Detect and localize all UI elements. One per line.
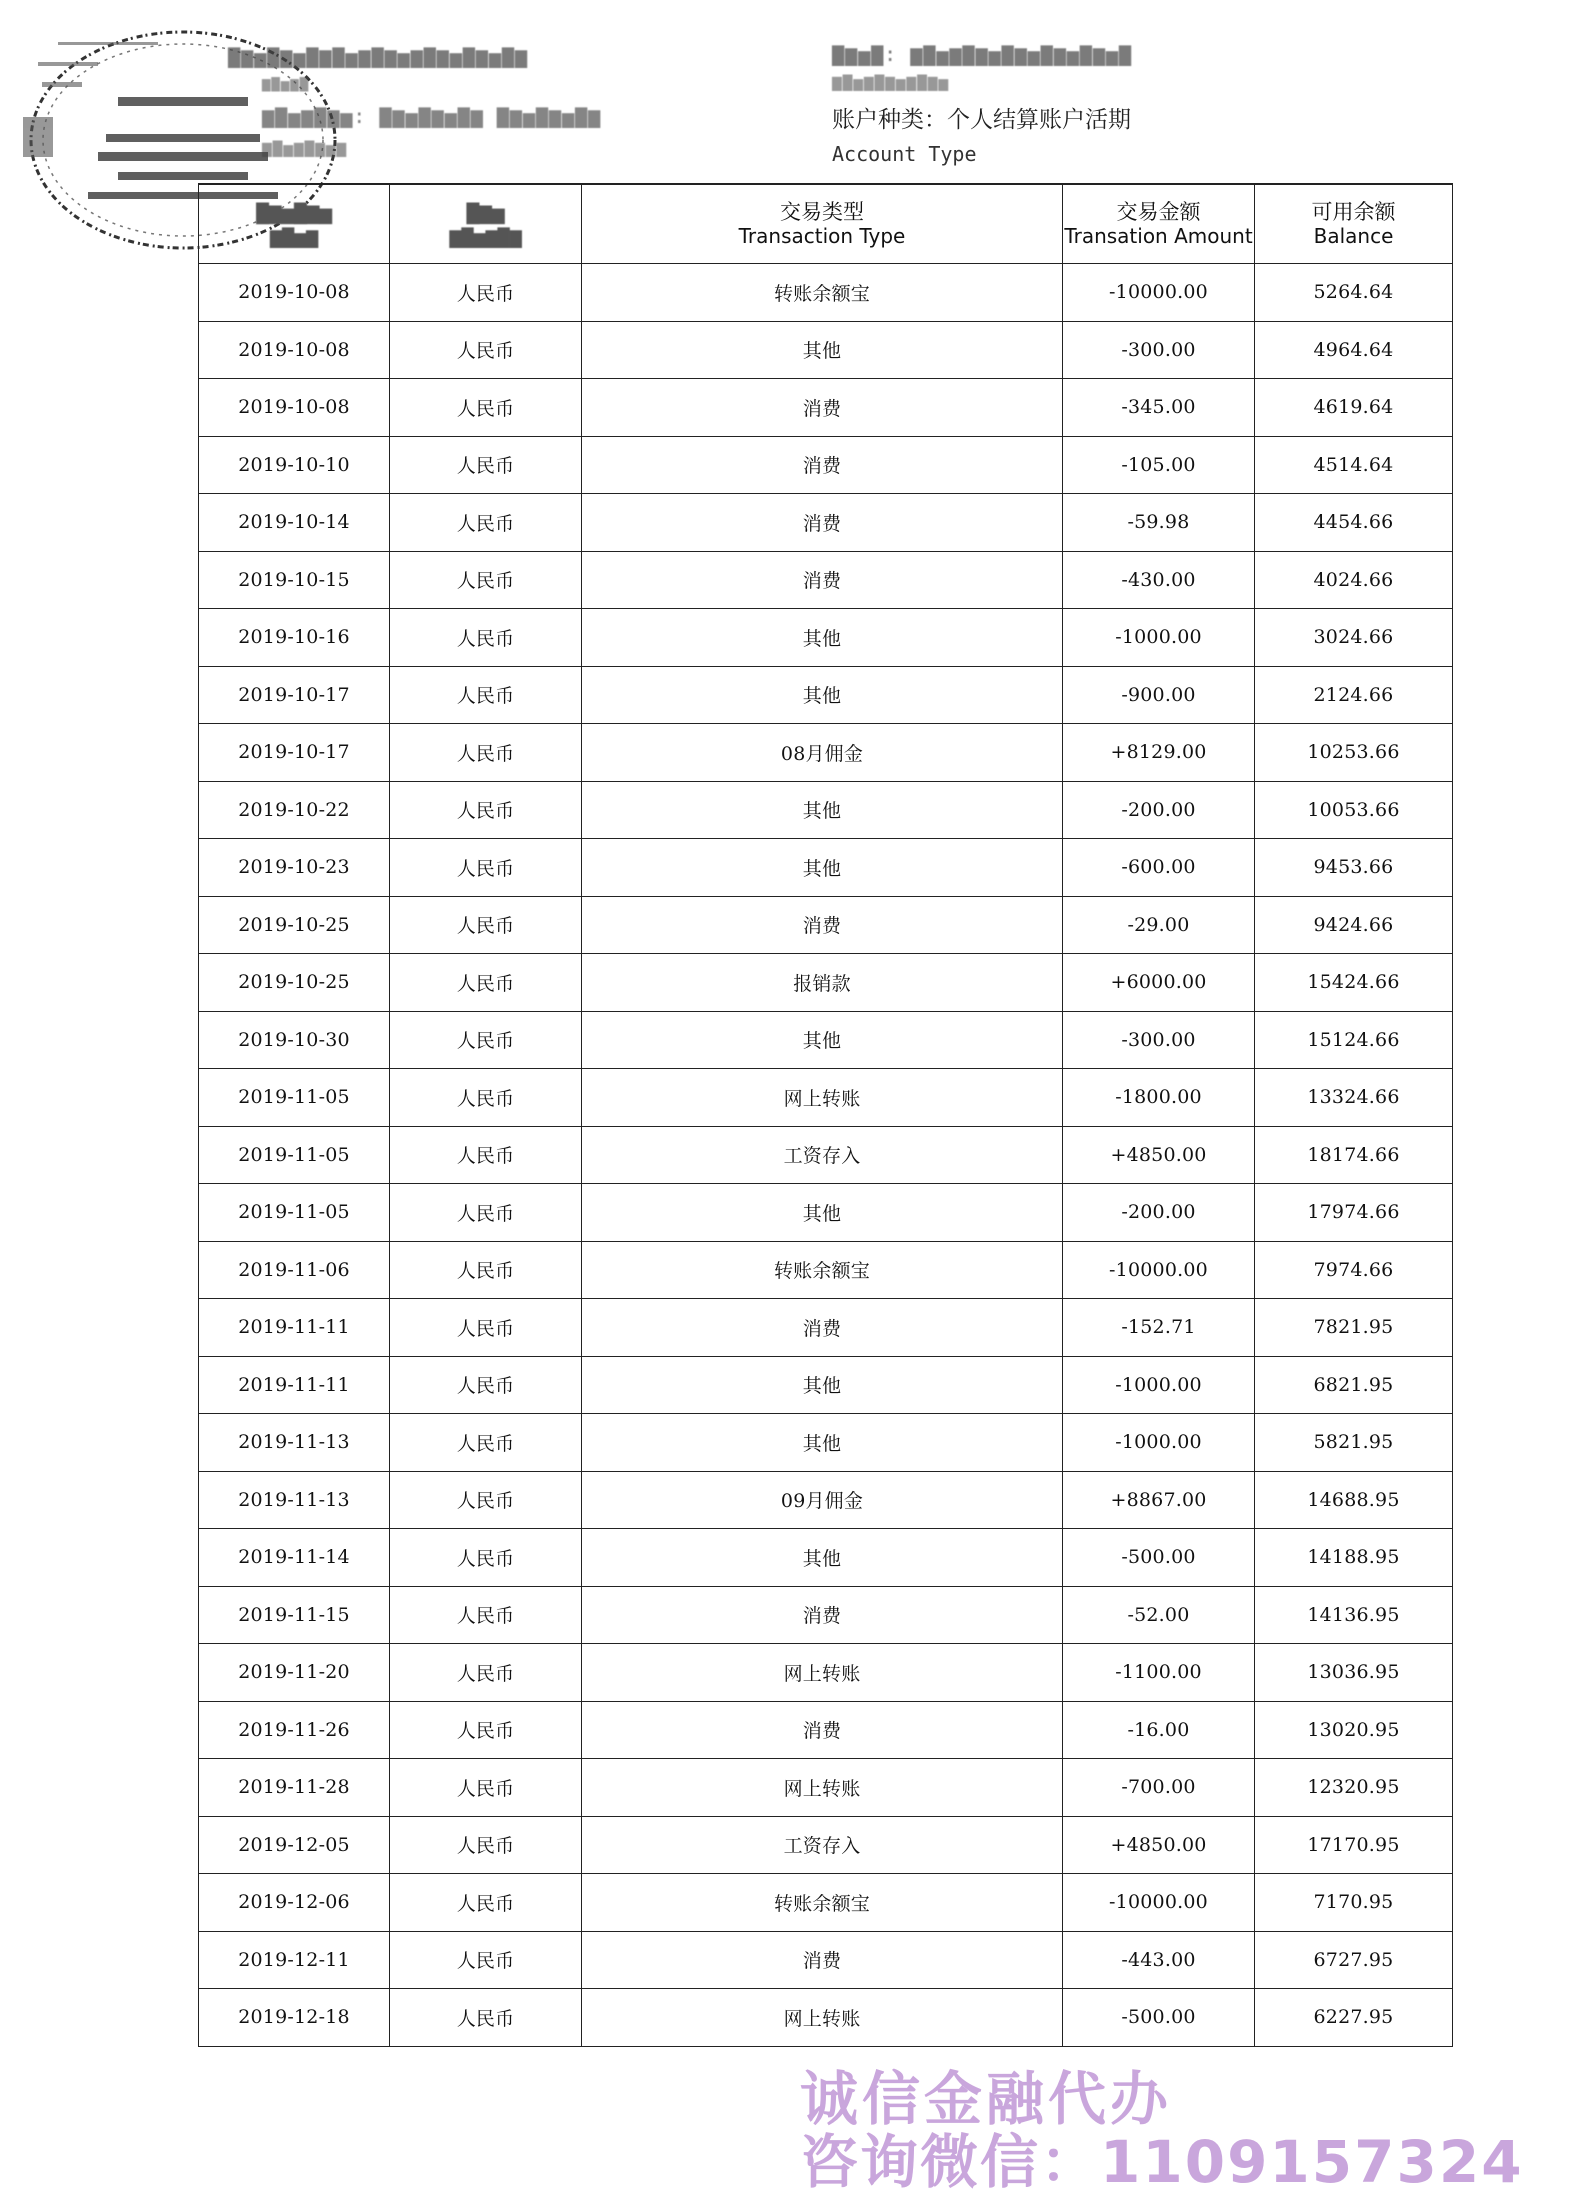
column-header-currency: ▇▆▅ ▆▇▅▆▇▆: [390, 184, 582, 264]
cell-type: 消费: [582, 551, 1063, 609]
table-row: [199, 1989, 1453, 2047]
cell-amount: +4850.00: [1063, 1816, 1255, 1874]
table-row: [199, 1184, 1453, 1242]
cell-date: 2019-12-18: [199, 1989, 390, 2047]
cell-amount: -1800.00: [1063, 1069, 1255, 1127]
cell-type: 消费: [582, 1299, 1063, 1357]
cell-date: 2019-11-11: [199, 1299, 390, 1357]
cell-date: 2019-11-05: [199, 1069, 390, 1127]
cell-amount: -152.71: [1063, 1299, 1255, 1357]
table-row: [199, 724, 1453, 782]
table-row: [199, 1874, 1453, 1932]
table-row: [199, 1529, 1453, 1587]
cell-currency: 人民币: [390, 551, 582, 609]
cell-balance: 15124.66: [1255, 1011, 1453, 1069]
table-row: [199, 1414, 1453, 1472]
cell-date: 2019-11-13: [199, 1471, 390, 1529]
account-type-en: Account Type: [832, 142, 977, 166]
table-row: [199, 839, 1453, 897]
cell-balance: 13036.95: [1255, 1644, 1453, 1702]
cell-type: 网上转账: [582, 1759, 1063, 1817]
cell-type: 消费: [582, 1701, 1063, 1759]
cell-amount: -52.00: [1063, 1586, 1255, 1644]
cell-type: 其他: [582, 1356, 1063, 1414]
cell-date: 2019-10-23: [199, 839, 390, 897]
cell-date: 2019-11-05: [199, 1126, 390, 1184]
cell-balance: 6821.95: [1255, 1356, 1453, 1414]
cell-amount: -700.00: [1063, 1759, 1255, 1817]
watermark-line-1: 诚信金融代办: [800, 2065, 1173, 2133]
cell-amount: -16.00: [1063, 1701, 1255, 1759]
cell-date: 2019-10-25: [199, 954, 390, 1012]
cell-amount: -10000.00: [1063, 264, 1255, 322]
cell-type: 消费: [582, 436, 1063, 494]
cell-balance: 6727.95: [1255, 1931, 1453, 1989]
cell-type: 消费: [582, 1931, 1063, 1989]
table-row: [199, 954, 1453, 1012]
column-header-balance-en: Balance: [1313, 223, 1394, 248]
cell-currency: 人民币: [390, 264, 582, 322]
cell-date: 2019-11-20: [199, 1644, 390, 1702]
garbled-header-line-4: ▆▇▅▆▇▆▅▆: [262, 138, 348, 157]
cell-type: 转账余额宝: [582, 264, 1063, 322]
cell-currency: 人民币: [390, 1989, 582, 2047]
column-header-transaction-type-cn: 交易类型: [780, 200, 864, 225]
cell-date: 2019-11-28: [199, 1759, 390, 1817]
table-row: [199, 1011, 1453, 1069]
table-header-row: [199, 184, 1453, 264]
cell-balance: 5264.64: [1255, 264, 1453, 322]
cell-type: 其他: [582, 1011, 1063, 1069]
cell-amount: -29.00: [1063, 896, 1255, 954]
cell-amount: +6000.00: [1063, 954, 1255, 1012]
cell-type: 工资存入: [582, 1126, 1063, 1184]
cell-date: 2019-10-14: [199, 494, 390, 552]
cell-type: 网上转账: [582, 1989, 1063, 2047]
cell-type: 其他: [582, 1414, 1063, 1472]
cell-type: 其他: [582, 321, 1063, 379]
table-row: [199, 494, 1453, 552]
cell-amount: +4850.00: [1063, 1126, 1255, 1184]
watermark-line-2: 咨询微信：1109157324: [800, 2127, 1524, 2196]
cell-amount: -300.00: [1063, 321, 1255, 379]
cell-amount: -1000.00: [1063, 609, 1255, 667]
cell-type: 消费: [582, 494, 1063, 552]
cell-currency: 人民币: [390, 436, 582, 494]
garbled-header-line-1: ▇▆▅▇▆▅▇▆▇▅▆▇▆▅▆▇▆▅▇▆▅▇▆: [228, 44, 528, 68]
cell-balance: 7821.95: [1255, 1299, 1453, 1357]
cell-type: 消费: [582, 379, 1063, 437]
table-row: [199, 609, 1453, 667]
cell-date: 2019-11-26: [199, 1701, 390, 1759]
cell-amount: -900.00: [1063, 666, 1255, 724]
cell-balance: 10253.66: [1255, 724, 1453, 782]
cell-type: 其他: [582, 781, 1063, 839]
column-header-balance-cn: 可用余额: [1311, 200, 1396, 225]
cell-balance: 3024.66: [1255, 609, 1453, 667]
cell-date: 2019-10-08: [199, 321, 390, 379]
table-row: [199, 1586, 1453, 1644]
account-type-cn: 账户种类：个人结算账户活期: [832, 107, 1131, 133]
table-row: [199, 1356, 1453, 1414]
cell-amount: -600.00: [1063, 839, 1255, 897]
garbled-header-line-3: ▆▇▅▆▇▆▅: ▇▆▅▇▆▅▇▆ ▇▆▅▇▆▅▇▆: [262, 104, 602, 128]
table-row: [199, 1816, 1453, 1874]
cell-type: 报销款: [582, 954, 1063, 1012]
column-header-balance: [1255, 184, 1453, 264]
cell-balance: 12320.95: [1255, 1759, 1453, 1817]
cell-currency: 人民币: [390, 1299, 582, 1357]
garbled-account-number-en: ▆▇▅▆▇▆▅▆▇▆▅: [832, 72, 949, 91]
cell-type: 网上转账: [582, 1644, 1063, 1702]
cell-balance: 4454.66: [1255, 494, 1453, 552]
cell-amount: -500.00: [1063, 1989, 1255, 2047]
table-row: [199, 666, 1453, 724]
cell-balance: 17170.95: [1255, 1816, 1453, 1874]
cell-date: 2019-10-25: [199, 896, 390, 954]
cell-date: 2019-11-05: [199, 1184, 390, 1242]
cell-amount: +8129.00: [1063, 724, 1255, 782]
table-row: [199, 781, 1453, 839]
cell-currency: 人民币: [390, 666, 582, 724]
cell-currency: 人民币: [390, 609, 582, 667]
table-row: [199, 1931, 1453, 1989]
cell-currency: 人民币: [390, 1471, 582, 1529]
cell-type: 网上转账: [582, 1069, 1063, 1127]
cell-currency: 人民币: [390, 1644, 582, 1702]
table-row: [199, 1069, 1453, 1127]
cell-currency: 人民币: [390, 1586, 582, 1644]
cell-date: 2019-11-14: [199, 1529, 390, 1587]
cell-balance: 14136.95: [1255, 1586, 1453, 1644]
garbled-account-number: ▇▆▅▇: ▆▇▅▆▇▆▅▇▆▅▇▆▅▇▆▅▇: [832, 42, 1132, 66]
cell-balance: 2124.66: [1255, 666, 1453, 724]
column-header-amount-en: Transation Amount: [1064, 223, 1253, 248]
cell-date: 2019-10-16: [199, 609, 390, 667]
cell-balance: 4514.64: [1255, 436, 1453, 494]
table-row: [199, 1471, 1453, 1529]
cell-balance: 4964.64: [1255, 321, 1453, 379]
cell-balance: 5821.95: [1255, 1414, 1453, 1472]
cell-type: 转账余额宝: [582, 1874, 1063, 1932]
table-row: [199, 379, 1453, 437]
cell-type: 其他: [582, 1529, 1063, 1587]
column-header-amount-cn: 交易金额: [1116, 200, 1201, 225]
cell-amount: -500.00: [1063, 1529, 1255, 1587]
table-row: [199, 1759, 1453, 1817]
cell-currency: 人民币: [390, 781, 582, 839]
cell-type: 其他: [582, 839, 1063, 897]
cell-balance: 15424.66: [1255, 954, 1453, 1012]
cell-amount: -1100.00: [1063, 1644, 1255, 1702]
table-row: [199, 1126, 1453, 1184]
table-row: [199, 1644, 1453, 1702]
cell-amount: -1000.00: [1063, 1414, 1255, 1472]
cell-balance: 9424.66: [1255, 896, 1453, 954]
cell-amount: -300.00: [1063, 1011, 1255, 1069]
cell-amount: -59.98: [1063, 494, 1255, 552]
cell-date: 2019-10-30: [199, 1011, 390, 1069]
cell-amount: -105.00: [1063, 436, 1255, 494]
cell-date: 2019-12-05: [199, 1816, 390, 1874]
cell-amount: -430.00: [1063, 551, 1255, 609]
cell-currency: 人民币: [390, 954, 582, 1012]
cell-balance: 7170.95: [1255, 1874, 1453, 1932]
table-row: [199, 1299, 1453, 1357]
cell-date: 2019-12-11: [199, 1931, 390, 1989]
cell-currency: 人民币: [390, 839, 582, 897]
cell-amount: -200.00: [1063, 1184, 1255, 1242]
cell-balance: 9453.66: [1255, 839, 1453, 897]
cell-currency: 人民币: [390, 1184, 582, 1242]
cell-amount: -10000.00: [1063, 1241, 1255, 1299]
cell-amount: +8867.00: [1063, 1471, 1255, 1529]
cell-type: 其他: [582, 1184, 1063, 1242]
cell-type: 消费: [582, 1586, 1063, 1644]
cell-date: 2019-11-15: [199, 1586, 390, 1644]
cell-date: 2019-12-06: [199, 1874, 390, 1932]
table-row: [199, 1701, 1453, 1759]
cell-currency: 人民币: [390, 494, 582, 552]
cell-date: 2019-10-10: [199, 436, 390, 494]
cell-balance: 4619.64: [1255, 379, 1453, 437]
cell-currency: 人民币: [390, 1529, 582, 1587]
column-header-date: ▇▆▅▇▆▅ ▆▇▅▆: [199, 184, 390, 264]
table-row: [199, 321, 1453, 379]
table-row: [199, 436, 1453, 494]
cell-amount: -200.00: [1063, 781, 1255, 839]
cell-currency: 人民币: [390, 1816, 582, 1874]
cell-balance: 13020.95: [1255, 1701, 1453, 1759]
cell-currency: 人民币: [390, 1069, 582, 1127]
cell-currency: 人民币: [390, 1241, 582, 1299]
cell-balance: 17974.66: [1255, 1184, 1453, 1242]
cell-currency: 人民币: [390, 1356, 582, 1414]
cell-type: 工资存入: [582, 1816, 1063, 1874]
cell-date: 2019-11-11: [199, 1356, 390, 1414]
cell-date: 2019-10-08: [199, 264, 390, 322]
cell-balance: 6227.95: [1255, 1989, 1453, 2047]
cell-type: 08月佣金: [582, 724, 1063, 782]
cell-type: 其他: [582, 609, 1063, 667]
cell-amount: -10000.00: [1063, 1874, 1255, 1932]
cell-balance: 18174.66: [1255, 1126, 1453, 1184]
cell-currency: 人民币: [390, 1701, 582, 1759]
table-row: [199, 551, 1453, 609]
column-header-transaction-type-en: Transaction Type: [738, 223, 906, 248]
cell-date: 2019-10-08: [199, 379, 390, 437]
cell-currency: 人民币: [390, 379, 582, 437]
watermark-ad: [800, 2065, 1524, 2196]
cell-currency: 人民币: [390, 1874, 582, 1932]
cell-date: 2019-11-13: [199, 1414, 390, 1472]
transaction-table-body: [199, 264, 1453, 2047]
cell-balance: 10053.66: [1255, 781, 1453, 839]
cell-type: 消费: [582, 896, 1063, 954]
cell-amount: -1000.00: [1063, 1356, 1255, 1414]
cell-type: 09月佣金: [582, 1471, 1063, 1529]
cell-amount: -345.00: [1063, 379, 1255, 437]
cell-date: 2019-10-17: [199, 666, 390, 724]
garbled-header-line-2: ▆▇▅▆▇: [262, 76, 310, 92]
cell-balance: 14188.95: [1255, 1529, 1453, 1587]
cell-currency: 人民币: [390, 1931, 582, 1989]
account-info-block: [832, 42, 1132, 166]
cell-type: 其他: [582, 666, 1063, 724]
cell-currency: 人民币: [390, 1126, 582, 1184]
cell-currency: 人民币: [390, 1011, 582, 1069]
table-row: [199, 264, 1453, 322]
cell-balance: 14688.95: [1255, 1471, 1453, 1529]
cell-currency: 人民币: [390, 724, 582, 782]
cell-type: 转账余额宝: [582, 1241, 1063, 1299]
cell-balance: 4024.66: [1255, 551, 1453, 609]
cell-date: 2019-10-17: [199, 724, 390, 782]
cell-currency: 人民币: [390, 1414, 582, 1472]
transaction-table: [198, 183, 1453, 2047]
cell-amount: -443.00: [1063, 1931, 1255, 1989]
cell-date: 2019-10-22: [199, 781, 390, 839]
cell-currency: 人民币: [390, 321, 582, 379]
table-row: [199, 1241, 1453, 1299]
cell-date: 2019-10-15: [199, 551, 390, 609]
cell-currency: 人民币: [390, 896, 582, 954]
table-row: [199, 896, 1453, 954]
cell-balance: 7974.66: [1255, 1241, 1453, 1299]
cell-currency: 人民币: [390, 1759, 582, 1817]
cell-balance: 13324.66: [1255, 1069, 1453, 1127]
column-header-amount: [1063, 184, 1255, 264]
cell-date: 2019-11-06: [199, 1241, 390, 1299]
column-header-transaction-type: [582, 184, 1063, 264]
